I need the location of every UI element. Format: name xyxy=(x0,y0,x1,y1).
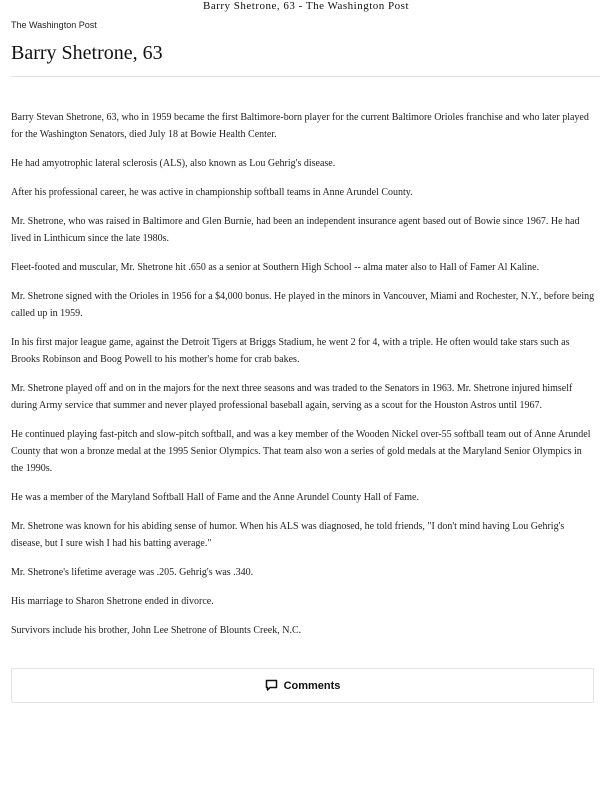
comment-bubble-icon xyxy=(265,679,278,692)
article-paragraph: Mr. Shetrone signed with the Orioles in 1956 for a $4,000 bonus. He played in the minors in Vancouver, Miami and Rochester, N.Y., before being called up in 1959. xyxy=(11,291,595,319)
headline: Barry Shetrone, 63 xyxy=(11,42,163,64)
article-paragraph: In his first major league game, against the Detroit Tigers at Briggs Stadium, he went 2 for 4, with a triple. He often would take stars such as Brooks Robinson and Boog Powell to his mother's home for crab bakes. xyxy=(11,337,570,365)
comments-button[interactable] xyxy=(11,668,594,703)
article-paragraph: Mr. Shetrone was known for his abiding sense of humor. When his ALS was diagnosed, he told friends, "I don't mind having Lou Gehrig's disease, but I sure wish I had his batting average." xyxy=(11,521,565,549)
article-paragraph: He had amyotrophic lateral sclerosis (ALS), also known as Lou Gehrig's disease. xyxy=(11,158,336,169)
header-divider xyxy=(11,76,600,77)
article-paragraph: Mr. Shetrone, who was raised in Baltimore and Glen Burnie, had been an independent insurance agent based out of Bowie since 1967. He had lived in Linthicum since the late 1980s. xyxy=(11,216,580,244)
masthead: The Washington Post xyxy=(11,20,97,30)
article-paragraph: After his professional career, he was active in championship softball teams in Anne Arundel County. xyxy=(11,187,413,198)
article-paragraph: He continued playing fast-pitch and slow-pitch softball, and was a key member of the Wooden Nickel over-55 softball team out of Anne Arundel County that won a bronze medal at the 1995 Senior Olympics. That team also won a series of gold medals at the Maryland Senior Olympics in the 1990s. xyxy=(11,429,591,474)
article-paragraph: Barry Stevan Shetrone, 63, who in 1959 became the first Baltimore-born player for the current Baltimore Orioles franchise and who later played for the Washington Senators, died July 18 at Bowie Health Center. xyxy=(11,112,589,140)
article-paragraph: His marriage to Sharon Shetrone ended in divorce. xyxy=(11,596,214,607)
article-body xyxy=(11,109,596,651)
article-paragraph: Mr. Shetrone's lifetime average was .205. Gehrig's was .340. xyxy=(11,567,254,578)
comments-label: Comments xyxy=(283,679,341,692)
article-paragraph: He was a member of the Maryland Softball Hall of Fame and the Anne Arundel County Hall of Fame. xyxy=(11,492,419,503)
article-paragraph: Mr. Shetrone played off and on in the majors for the next three seasons and was traded to the Senators in 1963. Mr. Shetrone injured himself during Army service that summer and never played professional baseball again, serving as a scout for the Houston Astros until 1967. xyxy=(11,383,573,411)
article-paragraph: Survivors include his brother, John Lee Shetrone of Blounts Creek, N.C. xyxy=(11,625,302,636)
article-paragraph: Fleet-footed and muscular, Mr. Shetrone hit .650 as a senior at Southern High School -- alma mater also to Hall of Famer Al Kaline. xyxy=(11,262,540,273)
document-title: Barry Shetrone, 63 - The Washington Post xyxy=(203,0,409,12)
